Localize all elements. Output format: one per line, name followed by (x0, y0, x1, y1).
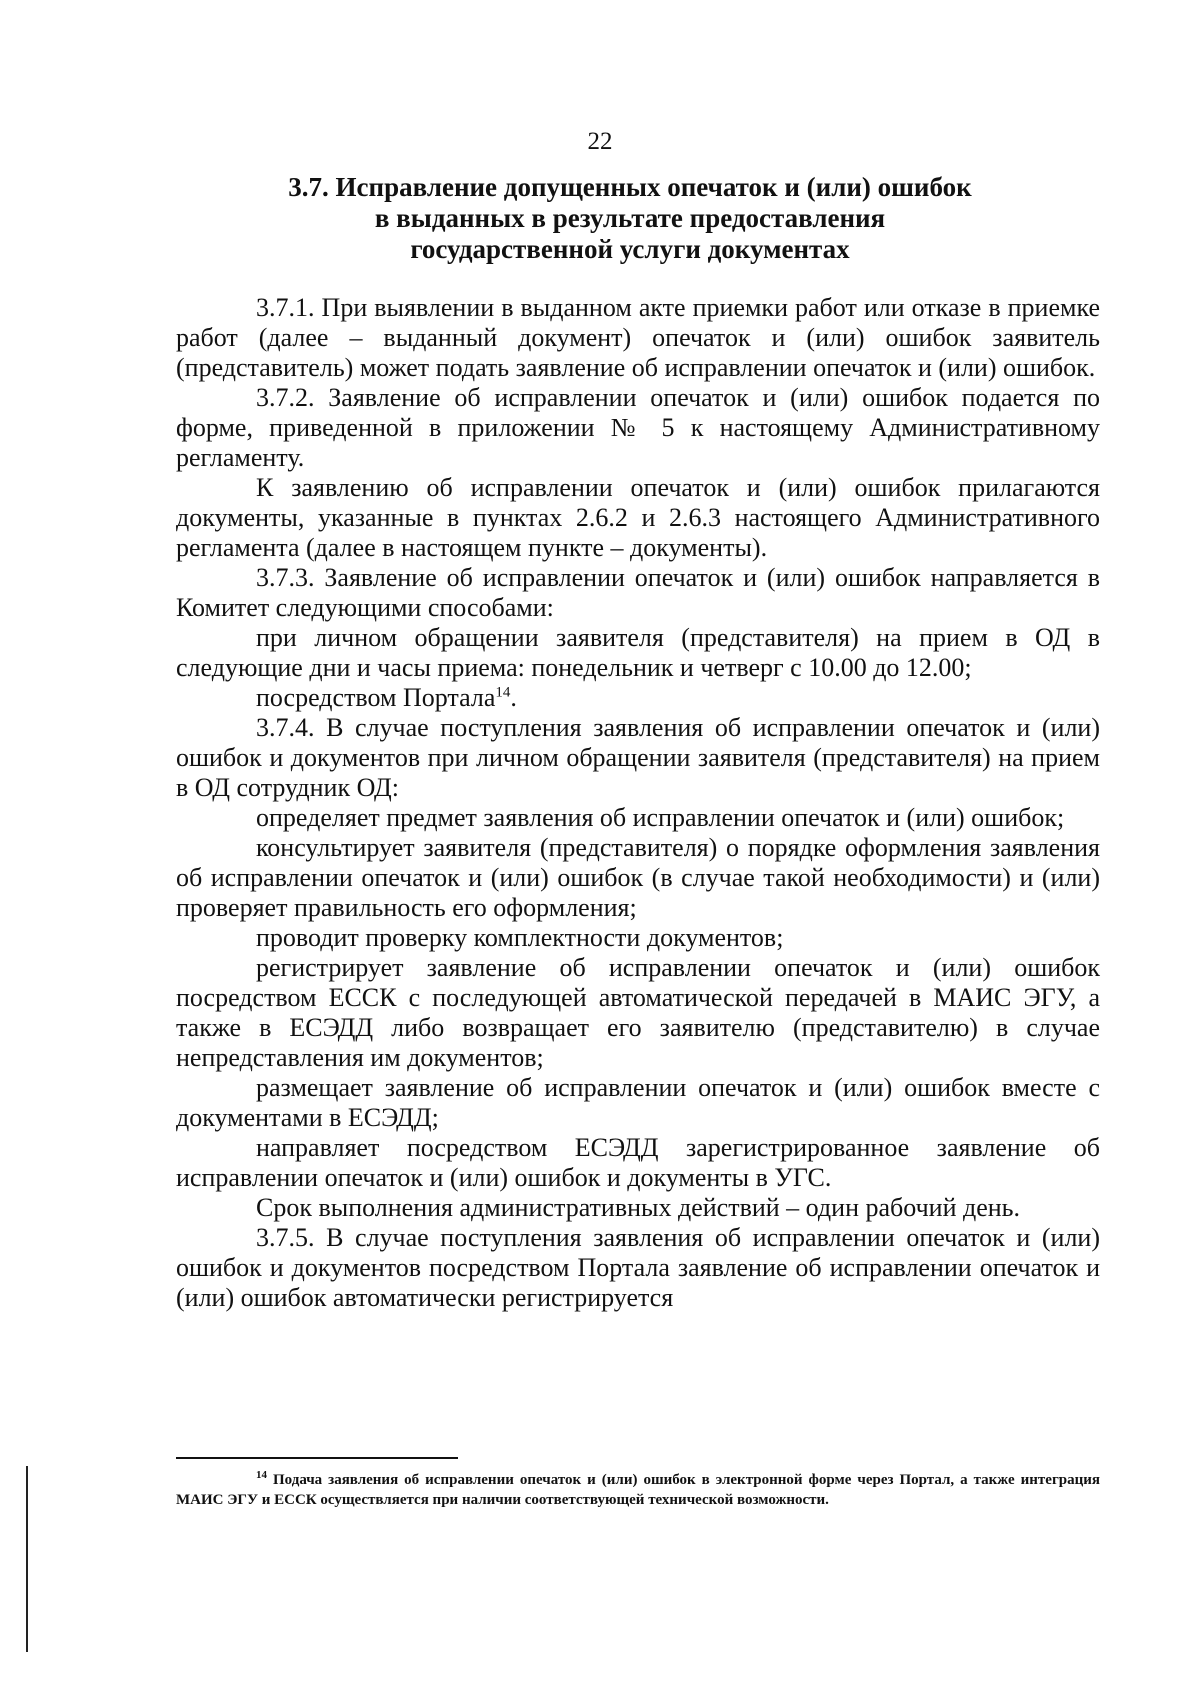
section-title-line: государственной услуги документах (410, 234, 850, 264)
paragraph-3-7-2: 3.7.2. Заявление об исправлении опечаток и (или) ошибок подается по форме, приведенной в приложении № 5 к настоящему Административному регламенту. (176, 383, 1100, 472)
paragraph-3-7-1: 3.7.1. При выявлении в выданном акте приемки работ или отказе в приемке работ (далее – выданный документ) опечаток и (или) ошибок заявитель (представитель) может подать заявление об исправлении опечаток и (или) ошибок. (176, 293, 1100, 382)
section-title-line: 3.7. Исправление допущенных опечаток и (или) ошибок (288, 172, 972, 202)
paragraph-personal-visit: при личном обращении заявителя (представителя) на прием в ОД в следующие дни и часы приема: понедельник и четверг с 10.00 до 12.00; (176, 623, 1100, 682)
footnote-divider (176, 1457, 458, 1459)
paragraph-3-7-5: 3.7.5. В случае поступления заявления об исправлении опечаток и (или) ошибок и документов посредством Портала заявление об исправлении опечаток и (или) ошибок автоматически регистрируется (176, 1223, 1100, 1312)
portal-end: . (510, 683, 517, 712)
paragraph-registers: регистрирует заявление об исправлении опечаток и (или) ошибок посредством ЕССК с последующей автоматической передачей в МАИС ЭГУ, а также в ЕСЭДД либо возвращает его заявителю (представителю) в случае непредставления им документов; (176, 953, 1100, 1072)
footnote-ref: 14 (495, 684, 511, 701)
paragraph-3-7-3: 3.7.3. Заявление об исправлении опечаток и (или) ошибок направляется в Комитет следующими способами: (176, 563, 1100, 622)
paragraph-consults: консультирует заявителя (представителя) о порядке оформления заявления об исправлении опечаток и (или) ошибок (в случае такой необходимости) и (или) проверяет правильность его оформления; (176, 833, 1100, 922)
paragraph-attachments: К заявлению об исправлении опечаток и (или) ошибок прилагаются документы, указанные в пунктах 2.6.2 и 2.6.3 настоящего Административного регламента (далее в настоящем пункте – документы). (176, 473, 1100, 562)
section-title (160, 172, 1100, 265)
document-body (176, 293, 1100, 1313)
portal-text: посредством Портала (256, 683, 496, 712)
footnote (176, 1470, 1100, 1510)
footnote-number: 14 (256, 1469, 267, 1481)
paragraph-3-7-4: 3.7.4. В случае поступления заявления об исправлении опечаток и (или) ошибок и документов при личном обращении заявителя (представителя) на прием в ОД сотрудник ОД: (176, 713, 1100, 802)
footnote-text: Подача заявления об исправлении опечаток и (или) ошибок в электронной форме через Портал, а также интеграция МАИС ЭГУ и ЕССК осуществляется при наличии соответствующей технической возможности. (176, 1472, 1100, 1508)
paragraph-portal (176, 683, 1100, 713)
paragraph-places: размещает заявление об исправлении опечаток и (или) ошибок вместе с документами в ЕСЭДД; (176, 1073, 1100, 1132)
page-number: 22 (587, 128, 613, 155)
paragraph-defines-subject: определяет предмет заявления об исправлении опечаток и (или) ошибок; (256, 803, 1065, 832)
paragraph-checks-completeness: проводит проверку комплектности документов; (256, 923, 784, 952)
scan-margin-line (26, 1466, 28, 1652)
section-title-line: в выданных в результате предоставления (374, 203, 886, 233)
paragraph-deadline: Срок выполнения административных действий – один рабочий день. (256, 1193, 1021, 1222)
paragraph-sends: направляет посредством ЕСЭДД зарегистрированное заявление об исправлении опечаток и (или) ошибок и документы в УГС. (176, 1133, 1100, 1192)
